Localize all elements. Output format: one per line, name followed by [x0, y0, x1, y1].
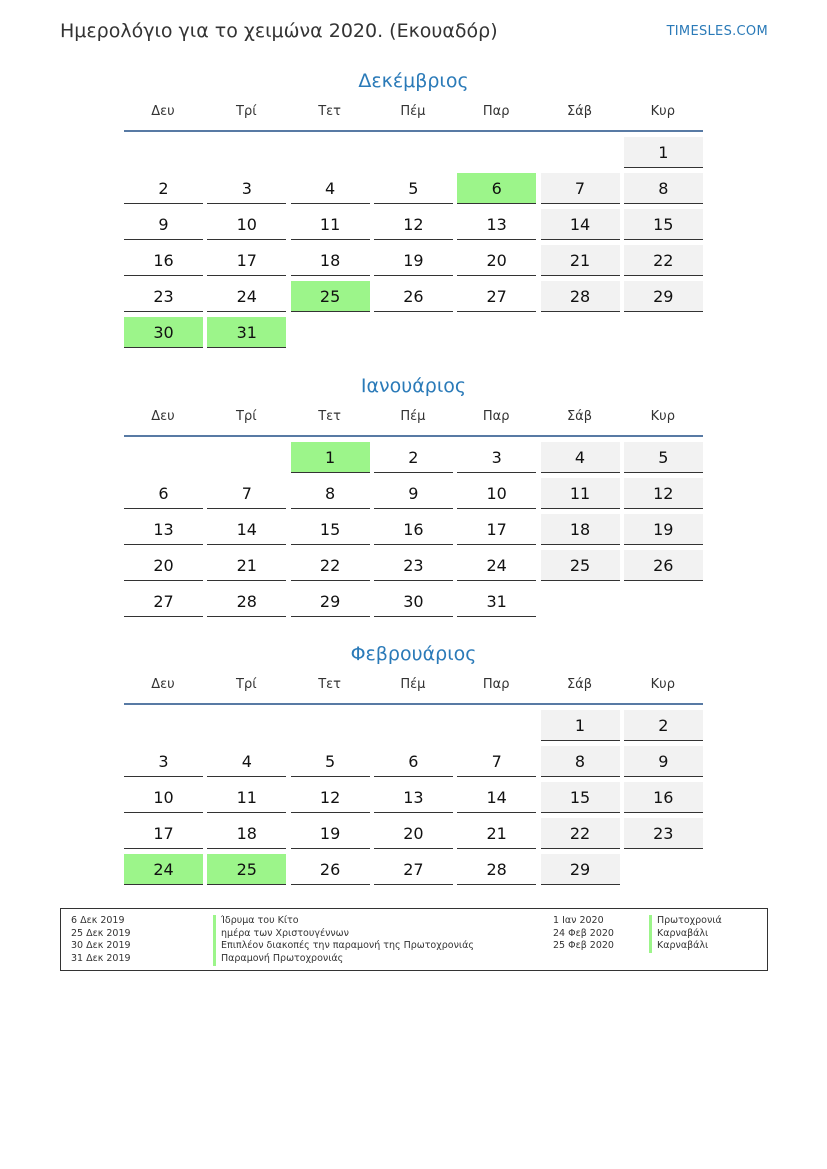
day-cell: 29 [291, 586, 370, 617]
day-cell: 5 [624, 442, 703, 473]
day-cell: 19 [624, 514, 703, 545]
day-cell: 2 [374, 442, 453, 473]
day-cell: 14 [541, 209, 620, 240]
weekday-label: Κυρ [650, 104, 675, 119]
weekday-label: Κυρ [650, 677, 675, 692]
weekday-label: Πέμ [400, 409, 426, 424]
legend-holiday-name: Καρναβάλι [649, 928, 722, 941]
day-cell: 17 [457, 514, 536, 545]
month-calendar [124, 373, 703, 622]
legend-holiday-name: Καρναβάλι [649, 940, 722, 953]
weekday-label: Σάβ [566, 677, 593, 692]
day-cell: 8 [541, 746, 620, 777]
day-cell: 19 [291, 818, 370, 849]
weekday-label: Τρί [236, 677, 257, 692]
day-cell: 3 [207, 173, 286, 204]
day-cell: 29 [541, 854, 620, 885]
day-grid [124, 442, 703, 622]
weekday-label: Τρί [236, 104, 257, 119]
day-cell: 31 [457, 586, 536, 617]
legend-date: 1 Ιαν 2020 [553, 915, 604, 926]
day-cell: 9 [624, 746, 703, 777]
legend-date: 30 Δεκ 2019 [71, 940, 131, 952]
day-cell: 18 [207, 818, 286, 849]
weekday-label: Πέμ [400, 677, 426, 692]
day-cell: 22 [624, 245, 703, 276]
day-cell: 10 [124, 782, 203, 813]
day-cell: 12 [374, 209, 453, 240]
day-cell: 13 [124, 514, 203, 545]
day-cell: 1 [624, 137, 703, 168]
day-cell: 24 [124, 854, 203, 885]
day-cell: 4 [291, 173, 370, 204]
header-rule [124, 435, 703, 437]
day-cell: 30 [374, 586, 453, 617]
day-grid [124, 137, 703, 352]
day-cell: 20 [457, 245, 536, 276]
day-cell: 9 [374, 478, 453, 509]
day-cell: 25 [291, 281, 370, 312]
day-cell: 25 [207, 854, 286, 885]
day-cell: 30 [124, 317, 203, 348]
weekday-label: Τετ [318, 677, 341, 692]
legend-holiday-name: Ίδρυμα του Κίτο [213, 915, 474, 928]
day-cell: 22 [541, 818, 620, 849]
weekday-label: Παρ [482, 677, 510, 692]
day-cell: 1 [291, 442, 370, 473]
day-cell: 26 [374, 281, 453, 312]
legend-holiday-name: Παραμονή Πρωτοχρονιάς [213, 953, 474, 966]
day-cell: 17 [124, 818, 203, 849]
day-cell: 17 [207, 245, 286, 276]
day-cell: 25 [541, 550, 620, 581]
site-link[interactable]: TIMESLES.COM [666, 24, 768, 39]
day-cell: 6 [374, 746, 453, 777]
day-cell: 23 [624, 818, 703, 849]
weekday-label: Πέμ [400, 104, 426, 119]
day-cell: 31 [207, 317, 286, 348]
day-cell: 7 [207, 478, 286, 509]
day-cell: 10 [207, 209, 286, 240]
page-header [60, 20, 768, 46]
day-cell: 12 [624, 478, 703, 509]
day-cell: 20 [374, 818, 453, 849]
legend-date: 24 Φεβ 2020 [553, 927, 614, 939]
day-cell: 8 [291, 478, 370, 509]
weekday-header [124, 676, 703, 702]
holiday-legend [60, 908, 768, 971]
weekday-label: Τετ [318, 104, 341, 119]
day-cell: 19 [374, 245, 453, 276]
day-cell: 27 [374, 854, 453, 885]
legend-date: 25 Φεβ 2020 [553, 940, 614, 952]
day-cell: 6 [124, 478, 203, 509]
legend-right-names [649, 915, 722, 953]
day-cell: 15 [291, 514, 370, 545]
weekday-label: Δευ [151, 409, 175, 424]
legend-date: 31 Δεκ 2019 [71, 953, 131, 965]
day-cell: 11 [291, 209, 370, 240]
day-cell: 9 [124, 209, 203, 240]
day-cell: 18 [541, 514, 620, 545]
day-cell: 3 [124, 746, 203, 777]
day-cell: 1 [541, 710, 620, 741]
day-cell: 6 [457, 173, 536, 204]
weekday-header [124, 408, 703, 434]
day-cell: 21 [457, 818, 536, 849]
day-cell: 5 [374, 173, 453, 204]
day-cell: 8 [624, 173, 703, 204]
day-cell: 15 [624, 209, 703, 240]
day-cell: 27 [124, 586, 203, 617]
weekday-label: Δευ [151, 104, 175, 119]
day-cell: 5 [291, 746, 370, 777]
day-cell: 21 [541, 245, 620, 276]
legend-date: 25 Δεκ 2019 [71, 927, 131, 939]
day-cell: 4 [541, 442, 620, 473]
legend-left-dates [71, 915, 131, 966]
day-cell: 11 [541, 478, 620, 509]
day-cell: 18 [291, 245, 370, 276]
weekday-header [124, 103, 703, 129]
month-title: Δεκέμβριος [358, 70, 469, 92]
day-cell: 15 [541, 782, 620, 813]
day-cell: 22 [291, 550, 370, 581]
day-cell: 24 [207, 281, 286, 312]
day-cell: 26 [624, 550, 703, 581]
month-calendar [124, 641, 703, 890]
day-cell: 16 [124, 245, 203, 276]
weekday-label: Παρ [482, 104, 510, 119]
day-cell: 16 [624, 782, 703, 813]
header-rule [124, 130, 703, 132]
legend-right-dates [553, 915, 614, 953]
day-cell: 2 [124, 173, 203, 204]
day-cell: 13 [374, 782, 453, 813]
day-cell: 26 [291, 854, 370, 885]
day-grid [124, 710, 703, 890]
day-cell: 11 [207, 782, 286, 813]
month-title: Ιανουάριος [360, 375, 467, 397]
day-cell: 3 [457, 442, 536, 473]
legend-holiday-name: Επιπλέον διακοπές την παραμονή της Πρωτοχρονιάς [213, 940, 474, 953]
day-cell: 24 [457, 550, 536, 581]
day-cell: 4 [207, 746, 286, 777]
weekday-label: Κυρ [650, 409, 675, 424]
legend-date: 6 Δεκ 2019 [71, 915, 125, 926]
day-cell: 23 [124, 281, 203, 312]
day-cell: 7 [541, 173, 620, 204]
day-cell: 12 [291, 782, 370, 813]
day-cell: 23 [374, 550, 453, 581]
day-cell: 14 [207, 514, 286, 545]
day-cell: 10 [457, 478, 536, 509]
legend-holiday-name: ημέρα των Χριστουγέννων [213, 928, 474, 941]
day-cell: 29 [624, 281, 703, 312]
day-cell: 7 [457, 746, 536, 777]
day-cell: 28 [457, 854, 536, 885]
header-rule [124, 703, 703, 705]
day-cell: 14 [457, 782, 536, 813]
weekday-label: Σάβ [566, 104, 593, 119]
day-cell: 20 [124, 550, 203, 581]
day-cell: 28 [541, 281, 620, 312]
weekday-label: Δευ [151, 677, 175, 692]
day-cell: 21 [207, 550, 286, 581]
day-cell: 28 [207, 586, 286, 617]
day-cell: 2 [624, 710, 703, 741]
weekday-label: Τετ [318, 409, 341, 424]
page-title: Ημερολόγιο για το χειμώνα 2020. (Εκουαδόρ) [60, 20, 498, 42]
legend-left-names [213, 915, 474, 966]
day-cell: 16 [374, 514, 453, 545]
legend-holiday-name: Πρωτοχρονιά [649, 915, 722, 928]
month-title: Φεβρουάριος [350, 643, 477, 665]
weekday-label: Σάβ [566, 409, 593, 424]
weekday-label: Τρί [236, 409, 257, 424]
weekday-label: Παρ [482, 409, 510, 424]
day-cell: 13 [457, 209, 536, 240]
month-calendar [124, 68, 703, 352]
day-cell: 27 [457, 281, 536, 312]
